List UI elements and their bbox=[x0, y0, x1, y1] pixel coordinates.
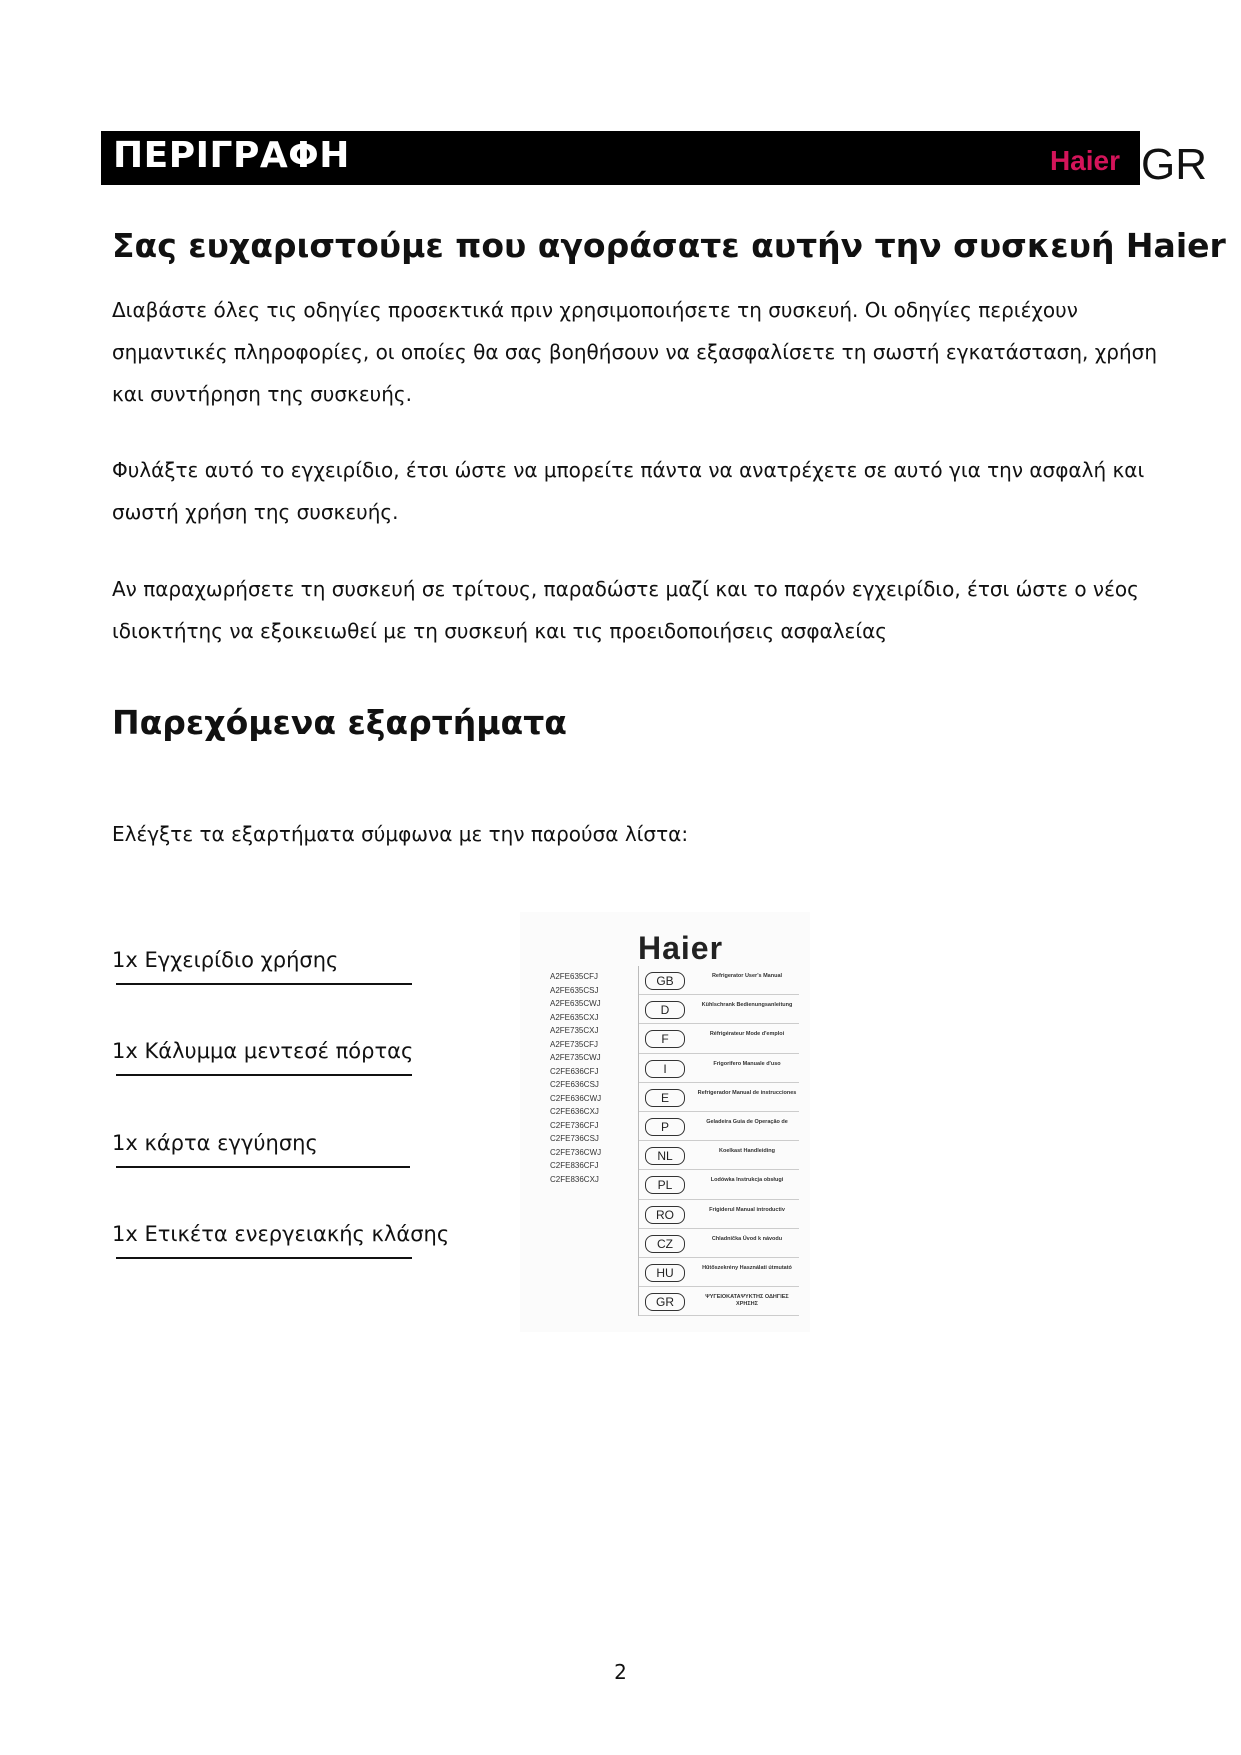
model-code: A2FE735CWJ bbox=[550, 1053, 601, 1062]
model-list bbox=[550, 970, 601, 1186]
keep-manual-paragraph: Φυλάξτε αυτό το εγχειρίδιο, έτσι ώστε να μπορείτε πάντα να ανατρέχετε σε αυτό για την ασφαλή και σωστή χρήση της συσκευής. bbox=[112, 458, 1145, 524]
user-manual-cover bbox=[520, 912, 810, 1332]
page-number: 2 bbox=[614, 1660, 627, 1684]
model-code: C2FE736CFJ bbox=[550, 1120, 599, 1130]
language-row bbox=[639, 966, 799, 995]
accessory-item: 1x Εγχειρίδιο χρήσης bbox=[112, 948, 339, 972]
language-badge: NL bbox=[645, 1147, 685, 1165]
language-badge: PL bbox=[645, 1176, 685, 1194]
accessory-underline bbox=[116, 1166, 410, 1168]
model-code: C2FE636CSJ bbox=[550, 1080, 599, 1089]
accessory-underline bbox=[116, 983, 412, 985]
language-badge: P bbox=[645, 1118, 685, 1136]
language-title: Réfrigérateur Mode d'emploi bbox=[709, 1031, 785, 1038]
language-title: Lodówka Instrukcja obsługi bbox=[710, 1177, 784, 1184]
language-badge: D bbox=[645, 1001, 685, 1019]
page-title: ΠΕΡΙΓΡΑΦΗ bbox=[113, 135, 350, 176]
model-code: C2FE736CWJ bbox=[550, 1147, 602, 1157]
language-row bbox=[639, 1083, 799, 1112]
language-row bbox=[639, 1258, 799, 1287]
accessory-item: 1x Ετικέτα ενεργειακής κλάσης bbox=[112, 1222, 450, 1246]
model-code: C2FE636CWJ bbox=[550, 1093, 602, 1103]
model-code: A2FE735CXJ bbox=[550, 1026, 599, 1035]
model-code: C2FE636CFJ bbox=[550, 1066, 599, 1076]
language-badge: GR bbox=[645, 1293, 685, 1311]
language-row bbox=[639, 1200, 799, 1229]
model-code: C2FE836CXJ bbox=[550, 1174, 599, 1184]
language-title: Frigorifero Manuale d'uso bbox=[713, 1060, 781, 1067]
language-code: GR bbox=[1141, 140, 1207, 189]
model-code: A2FE635CXJ bbox=[550, 1012, 599, 1022]
language-row bbox=[639, 1141, 799, 1170]
language-badge: CZ bbox=[645, 1235, 685, 1253]
language-badge: GB bbox=[645, 972, 685, 990]
thanks-heading: Σας ευχαριστούμε που αγοράσατε αυτήν την συσκευή Haier bbox=[112, 226, 1226, 265]
model-code: A2FE635CSJ bbox=[550, 985, 599, 995]
accessories-intro: Ελέγξτε τα εξαρτήματα σύμφωνα με την παρούσα λίστα: bbox=[112, 822, 689, 846]
language-row bbox=[639, 1170, 799, 1199]
model-code: A2FE635CWJ bbox=[550, 999, 601, 1008]
accessory-underline bbox=[116, 1074, 412, 1076]
model-code: C2FE836CFJ bbox=[550, 1161, 599, 1170]
language-title: Refrigerator User's Manual bbox=[711, 973, 783, 979]
language-row bbox=[639, 1054, 799, 1083]
accessory-item: 1x Κάλυμμα μεντεσέ πόρτας bbox=[112, 1039, 414, 1063]
language-row bbox=[639, 995, 799, 1024]
language-badge: I bbox=[645, 1060, 685, 1078]
language-title: Hűtőszekrény Használati útmutató bbox=[702, 1264, 792, 1271]
language-title: Frigiderul Manual introductiv bbox=[709, 1206, 785, 1213]
manual-haier-logo: Haier bbox=[638, 930, 724, 966]
model-code: C2FE736CSJ bbox=[550, 1134, 599, 1143]
language-row bbox=[639, 1024, 799, 1053]
language-row bbox=[639, 1229, 799, 1258]
language-title: Kühlschrank Bedienungsanleitung bbox=[701, 1002, 793, 1009]
accessory-underline bbox=[116, 1257, 412, 1259]
language-title: Koelkast Handleiding bbox=[719, 1148, 775, 1155]
language-title: ΨΥΓΕΙΟΚΑΤΑΨΥΚΤΗΣ ΟΔΗΓΙΕΣ ΧΡΗΣΗΣ bbox=[705, 1294, 789, 1308]
model-code: C2FE636CXJ bbox=[550, 1107, 599, 1116]
haier-logo: Haier bbox=[1049, 145, 1120, 176]
language-title: Geladeira Guia de Operação de bbox=[706, 1118, 788, 1125]
language-badge: HU bbox=[645, 1264, 685, 1282]
language-badge: F bbox=[645, 1030, 685, 1048]
language-row bbox=[639, 1287, 799, 1316]
transfer-paragraph: Αν παραχωρήσετε τη συσκευή σε τρίτους, παραδώστε μαζί και το παρόν εγχειρίδιο, έτσι ώστε ο νέος ιδιοκτήτης να εξοικειωθεί με τη συσκευή και τις προειδοποιήσεις ασφαλείας bbox=[112, 577, 1139, 643]
model-code: A2FE735CFJ bbox=[550, 1039, 599, 1049]
accessories-heading: Παρεχόμενα εξαρτήματα bbox=[112, 703, 567, 742]
accessory-item: 1x κάρτα εγγύησης bbox=[112, 1131, 318, 1155]
language-title: Refrigerador Manual de instrucciones bbox=[697, 1089, 797, 1096]
language-badge: RO bbox=[645, 1206, 685, 1224]
language-badge: E bbox=[645, 1089, 685, 1107]
language-title: Chladnička Úvod k návodu bbox=[711, 1235, 783, 1242]
header-bar bbox=[101, 131, 1140, 185]
language-row bbox=[639, 1112, 799, 1141]
language-list bbox=[638, 966, 799, 1316]
intro-paragraph: Διαβάστε όλες τις οδηγίες προσεκτικά πριν χρησιμοποιήσετε τη συσκευή. Οι οδηγίες περιέχουν σημαντικές πληροφορίες, οι οποίες θα σας βοηθήσουν να εξασφαλίσετε τη σωστή εγκατάσταση, χρήση και συντήρηση της συσκευής. bbox=[112, 298, 1157, 406]
model-code: A2FE635CFJ bbox=[550, 972, 599, 981]
